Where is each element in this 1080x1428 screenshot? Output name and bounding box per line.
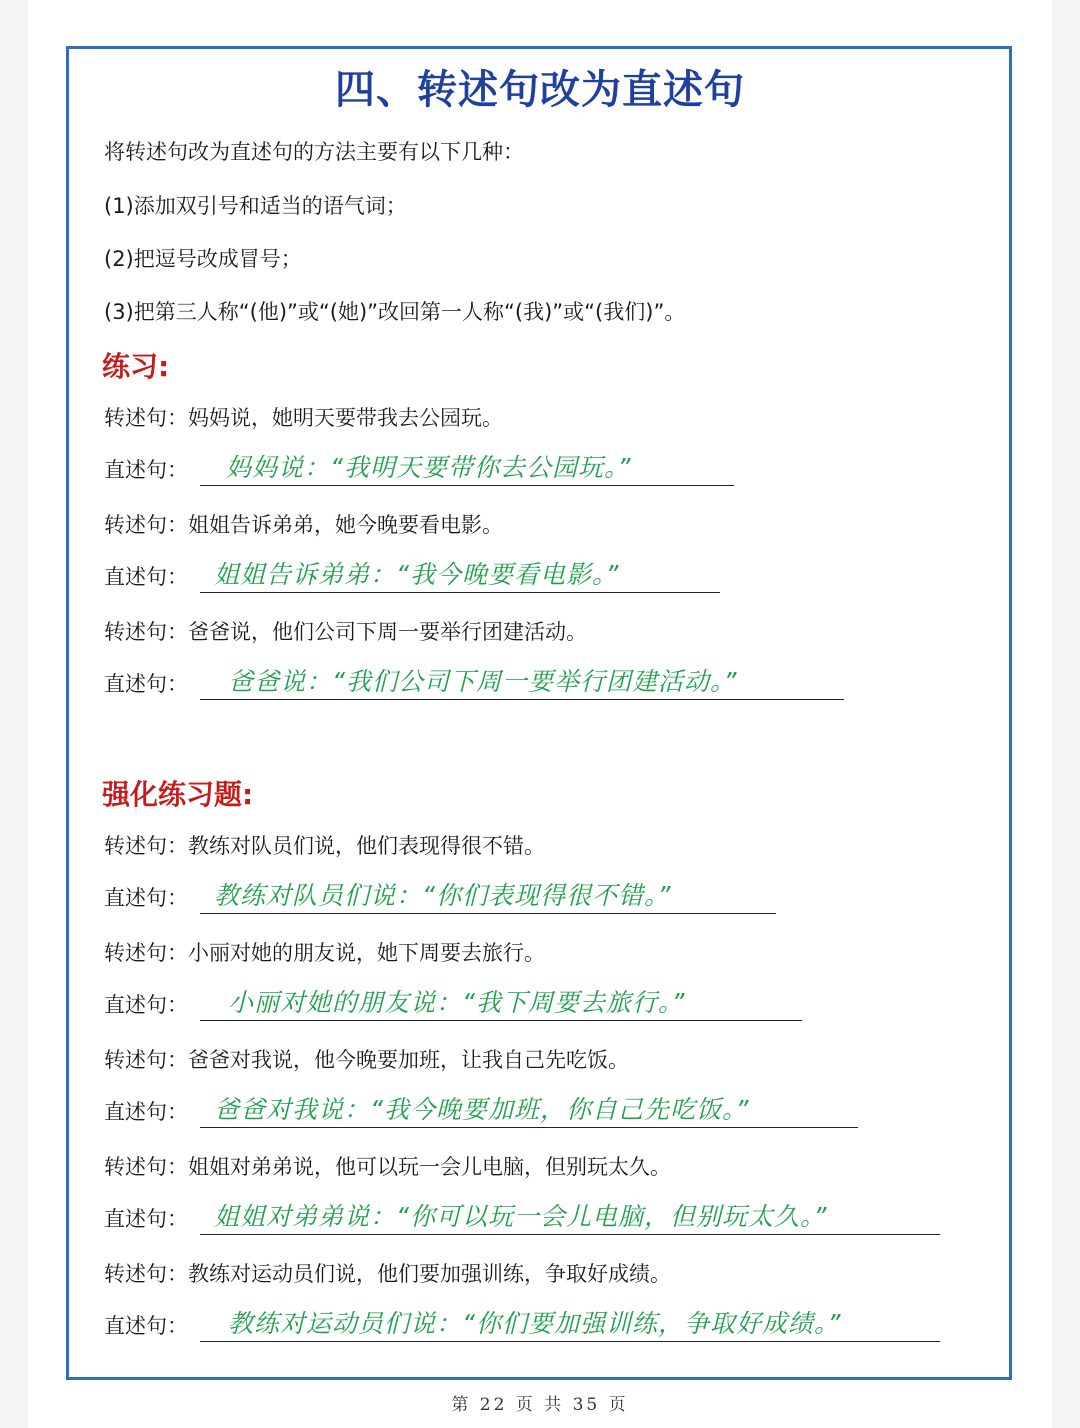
direct-label: 直述句： <box>104 458 188 482</box>
advanced-heading: 强化练习题: <box>102 778 254 811</box>
direct-label: 直述句： <box>104 886 188 910</box>
indirect-sentence: 爸爸说，他们公司下周一要举行团建活动。 <box>188 620 587 644</box>
indirect-label: 转述句：爸爸说，他们公司下周一要举行团建活动。 <box>104 620 587 644</box>
answer-underline <box>200 913 776 914</box>
direct-label: 直述句： <box>104 1314 188 1338</box>
page-number: 第 22 页 共 35 页 <box>451 1395 629 1415</box>
indirect-sentence: 教练对队员们说，他们表现得很不错。 <box>188 834 545 858</box>
direct-label: 直述句： <box>104 1100 188 1124</box>
indirect-sentence: 小丽对她的朋友说，她下周要去旅行。 <box>188 941 545 965</box>
indirect-label: 转述句：姐姐对弟弟说，他可以玩一会儿电脑，但别玩太久。 <box>104 1155 671 1179</box>
practice-heading: 练习: <box>102 350 170 383</box>
answer-underline <box>200 1234 940 1235</box>
direct-answer: 教练对队员们说：“你们表现得很不错。” <box>214 881 672 910</box>
page-title: 四、转述句改为直述句 <box>335 67 745 113</box>
indirect-sentence: 姐姐对弟弟说，他可以玩一会儿电脑，但别玩太久。 <box>188 1155 671 1179</box>
direct-answer: 妈妈说：“我明天要带你去公园玩。” <box>226 453 632 482</box>
direct-label: 直述句： <box>104 565 188 589</box>
indirect-label: 转述句：小丽对她的朋友说，她下周要去旅行。 <box>104 941 545 965</box>
direct-answer: 爸爸说：“我们公司下周一要举行团建活动。” <box>228 667 738 696</box>
indirect-sentence: 姐姐告诉弟弟，她今晚要看电影。 <box>188 513 503 537</box>
indirect-sentence: 教练对运动员们说，他们要加强训练，争取好成绩。 <box>188 1262 671 1286</box>
method-1: (1)添加双引号和适当的语气词； <box>104 194 407 218</box>
direct-answer: 爸爸对我说：“我今晚要加班，你自己先吃饭。” <box>214 1095 750 1124</box>
indirect-label: 转述句：教练对队员们说，他们表现得很不错。 <box>104 834 545 858</box>
indirect-sentence: 爸爸对我说，他今晚要加班，让我自己先吃饭。 <box>188 1048 629 1072</box>
answer-underline <box>200 1127 858 1128</box>
method-3: (3)把第三人称“(他)”或“(她)”改回第一人称“(我)”或“(我们)”。 <box>104 300 686 324</box>
direct-answer: 姐姐对弟弟说：“你可以玩一会儿电脑，但别玩太久。” <box>214 1202 828 1231</box>
indirect-label: 转述句：姐姐告诉弟弟，她今晚要看电影。 <box>104 513 503 537</box>
indirect-label: 转述句：教练对运动员们说，他们要加强训练，争取好成绩。 <box>104 1262 671 1286</box>
direct-answer: 姐姐告诉弟弟：“我今晚要看电影。” <box>214 560 620 589</box>
indirect-sentence: 妈妈说，她明天要带我去公园玩。 <box>188 406 503 430</box>
direct-answer: 小丽对她的朋友说：“我下周要去旅行。” <box>228 988 686 1017</box>
indirect-label: 转述句：妈妈说，她明天要带我去公园玩。 <box>104 406 503 430</box>
direct-label: 直述句： <box>104 1207 188 1231</box>
answer-underline <box>200 592 720 593</box>
intro-text: 将转述句改为直述句的方法主要有以下几种： <box>104 140 524 164</box>
answer-underline <box>200 699 844 700</box>
answer-underline <box>200 1020 802 1021</box>
direct-label: 直述句： <box>104 993 188 1017</box>
direct-label: 直述句： <box>104 672 188 696</box>
method-2: (2)把逗号改成冒号； <box>104 247 302 271</box>
answer-underline <box>200 1341 940 1342</box>
direct-answer: 教练对运动员们说：“你们要加强训练，争取好成绩。” <box>228 1309 842 1338</box>
answer-underline <box>200 485 734 486</box>
indirect-label: 转述句：爸爸对我说，他今晚要加班，让我自己先吃饭。 <box>104 1048 629 1072</box>
